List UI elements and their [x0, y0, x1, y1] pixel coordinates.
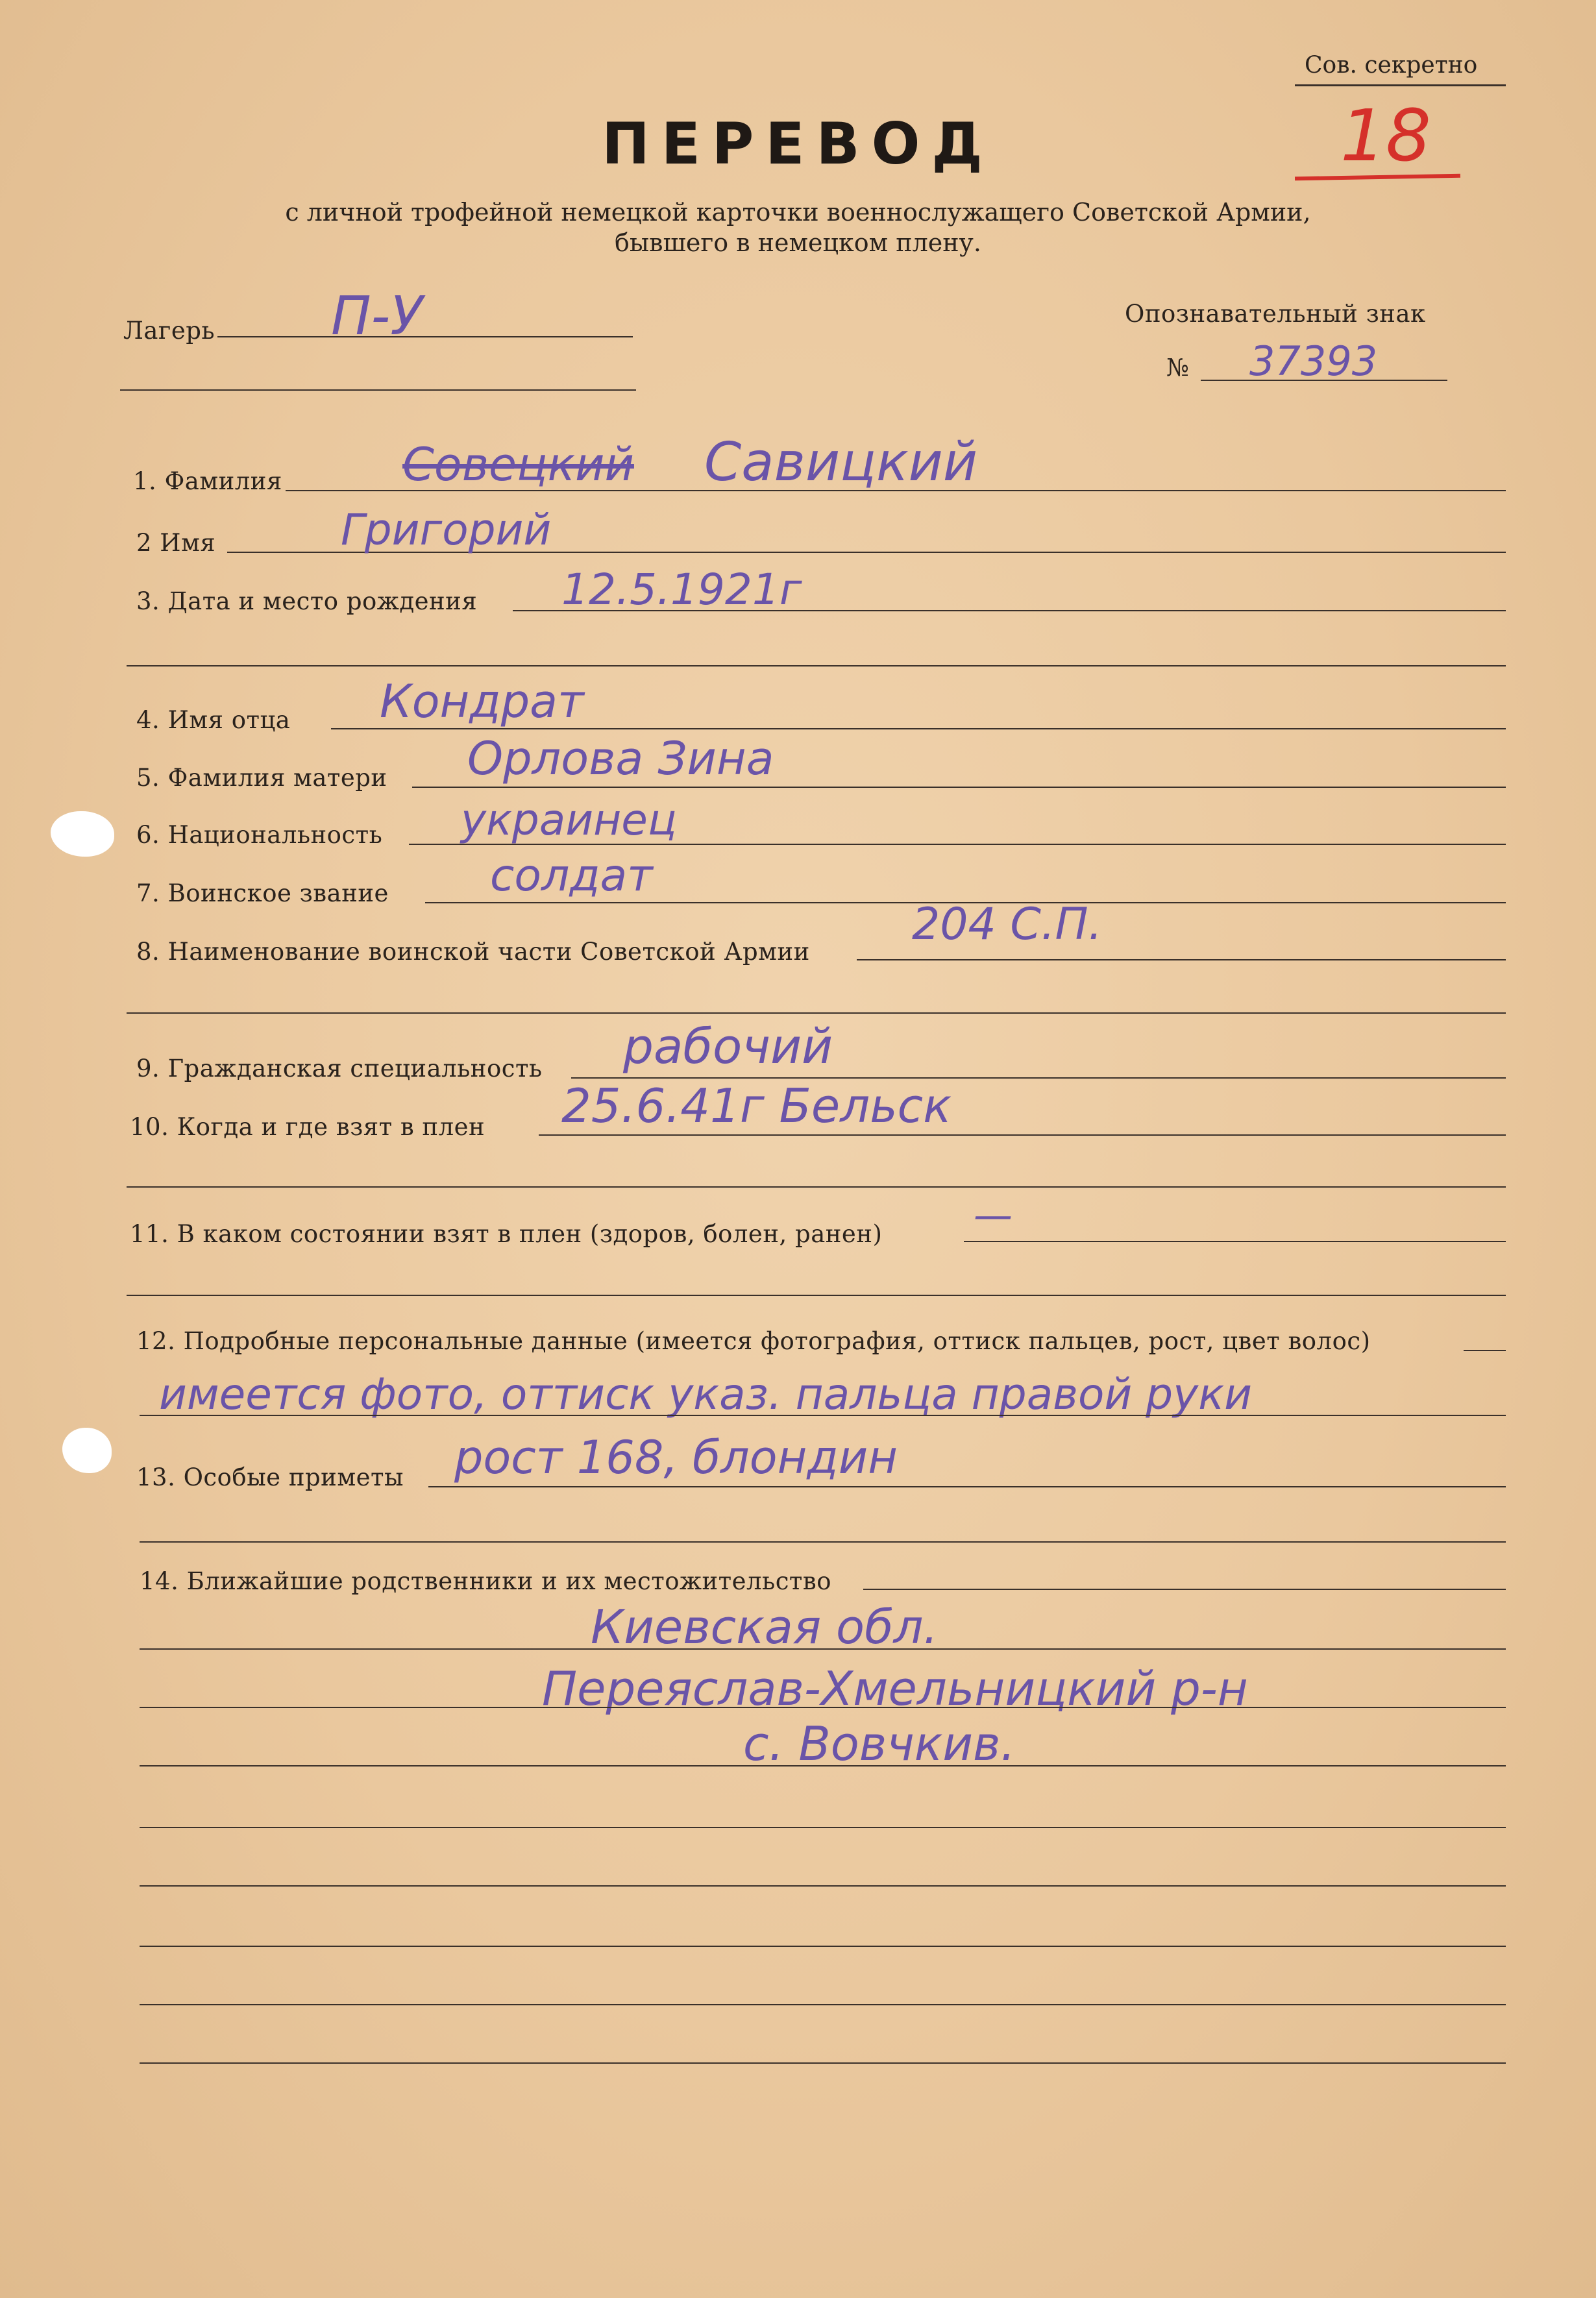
- field-2-value: Григорий: [341, 505, 552, 555]
- field-12-line-2: [140, 1415, 1506, 1416]
- id-tag-number-label: №: [1166, 354, 1190, 382]
- subtitle-line-2: бывшего в немецком плену.: [615, 228, 981, 257]
- field-11-label: 11. В каком состоянии взят в плен (здоров, болен, ранен): [130, 1220, 883, 1248]
- field-11-line-2: [127, 1295, 1506, 1296]
- field-12-value: имеется фото, оттиск указ. пальца правой руки: [159, 1369, 1252, 1419]
- field-3-value: 12.5.1921г: [561, 565, 802, 615]
- field-14-rule-6: [140, 1946, 1506, 1947]
- id-tag-label: Опознавательный знак: [1125, 300, 1426, 328]
- field-14-rule-7: [140, 2004, 1506, 2005]
- field-4-value: Кондрат: [380, 675, 584, 728]
- field-11-line: [964, 1241, 1506, 1242]
- punch-hole-bottom: [62, 1428, 112, 1473]
- field-14-rule-2: [140, 1707, 1506, 1708]
- field-13-line-2: [140, 1541, 1506, 1543]
- camp-label: Лагерь: [123, 317, 215, 345]
- field-4-line: [331, 728, 1506, 729]
- field-14-label: 14. Ближайшие родственники и их местожительство: [140, 1567, 831, 1595]
- field-8-label: 8. Наименование воинской части Советской Армии: [136, 938, 810, 966]
- field-6-value: украинец: [461, 795, 677, 845]
- field-6-label: 6. Национальность: [136, 821, 383, 849]
- field-14-line-1: Киевская обл.: [591, 1600, 939, 1654]
- punch-hole-top: [51, 811, 114, 857]
- field-14-rule-3: [140, 1765, 1506, 1766]
- field-3-label: 3. Дата и место рождения: [136, 587, 478, 615]
- field-14-rule-4: [140, 1827, 1506, 1828]
- field-13-label: 13. Особые приметы: [136, 1463, 404, 1491]
- page-title: ПЕРЕВОД: [602, 110, 994, 177]
- field-13-line: [428, 1486, 1506, 1487]
- camp-value: П-У: [331, 286, 423, 347]
- field-10-line-2: [127, 1186, 1506, 1188]
- field-7-label: 7. Воинское звание: [136, 879, 389, 907]
- field-3-line-2: [127, 665, 1506, 666]
- field-10-label: 10. Когда и где взят в плен: [130, 1113, 485, 1141]
- field-11-value: —: [974, 1193, 1013, 1238]
- classification-underline: [1295, 84, 1506, 86]
- camp-line: [217, 336, 633, 337]
- field-14-rule-5: [140, 1885, 1506, 1887]
- classification-stamp: Сов. секретно: [1305, 52, 1478, 79]
- field-8-value: 204 С.П.: [912, 899, 1103, 950]
- field-4-label: 4. Имя отца: [136, 706, 291, 734]
- field-13-value: рост 168, блондин: [454, 1431, 898, 1484]
- id-tag-value: 37393: [1249, 337, 1378, 385]
- field-5-label: 5. Фамилия матери: [136, 764, 387, 792]
- field-10-value: 25.6.41г Бельск: [561, 1079, 951, 1133]
- field-9-label: 9. Гражданская специальность: [136, 1055, 543, 1082]
- sheet-number: 18: [1340, 94, 1431, 177]
- field-14-rule-1: [140, 1648, 1506, 1650]
- camp-line-2: [120, 389, 636, 391]
- field-14-line-3: с. Вовчкив.: [743, 1717, 1016, 1771]
- field-5-value: Орлова Зина: [467, 732, 774, 785]
- subtitle-line-1: с личной трофейной немецкой карточки военнослужащего Советской Армии,: [285, 198, 1311, 226]
- field-14-line-2: Переяслав-Хмельницкий р-н: [542, 1661, 1248, 1716]
- field-9-value: рабочий: [623, 1019, 833, 1075]
- field-1-struck-value: Совецкий: [402, 438, 634, 491]
- field-12-label: 12. Подробные персональные данные (имеется фотография, оттиск пальцев, рост, цвет волос): [136, 1327, 1371, 1355]
- field-5-line: [412, 787, 1506, 788]
- field-1-value: Савицкий: [704, 432, 978, 493]
- field-7-value: солдат: [490, 850, 653, 901]
- field-8-line: [857, 959, 1506, 960]
- field-1-label: 1. Фамилия: [133, 467, 282, 495]
- field-10-line: [539, 1134, 1506, 1136]
- field-8-line-2: [127, 1012, 1506, 1014]
- field-2-label: 2 Имя: [136, 529, 216, 557]
- field-14-line: [863, 1589, 1506, 1590]
- field-14-rule-8: [140, 2062, 1506, 2064]
- field-12-line: [1464, 1350, 1506, 1351]
